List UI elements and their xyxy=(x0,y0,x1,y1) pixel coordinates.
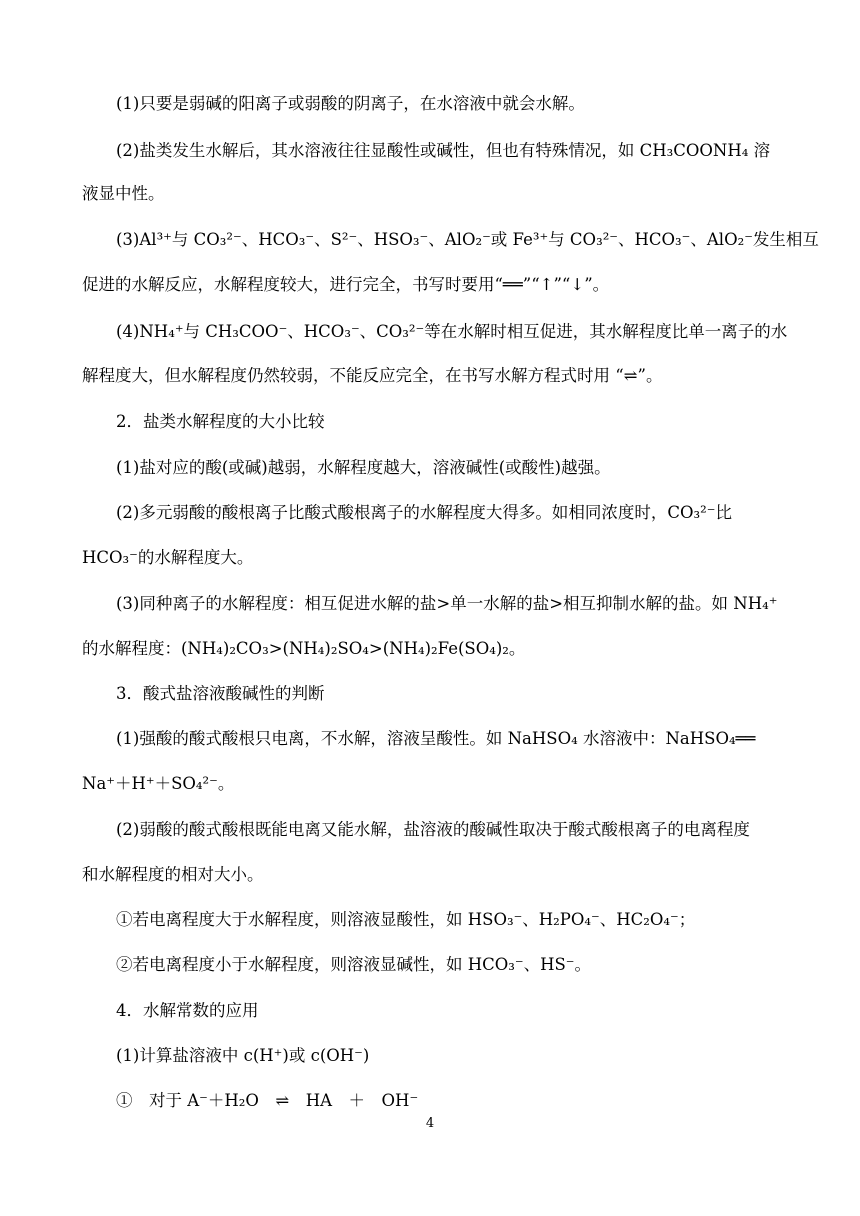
page-number: 4 xyxy=(425,1116,435,1131)
text-line: (1)盐对应的酸(或碱)越弱，水解程度越大，溶液碱性(或酸性)越强。 xyxy=(116,458,611,477)
text-line: 解程度大，但水解程度仍然较弱，不能反应完全，在书写水解方程式时用 “⇌”。 xyxy=(82,366,663,385)
text-line: 的水解程度：(NH₄)₂CO₃>(NH₄)₂SO₄>(NH₄)₂Fe(SO₄)₂。 xyxy=(82,639,526,658)
text-line: (1)只要是弱碱的阳离子或弱酸的阴离子，在水溶液中就会水解。 xyxy=(116,94,585,113)
text-line: (4)NH₄⁺与 CH₃COO⁻、HCO₃⁻、CO₃²⁻等在水解时相互促进，其水解程度比单一离子的水 xyxy=(116,322,788,341)
text-line: 和水解程度的相对大小。 xyxy=(82,865,264,884)
text-line: ① 对于 A⁻＋H₂O ⇌ HA ＋ OH⁻ xyxy=(116,1091,419,1110)
text-line: 促进的水解反应，水解程度较大，进行完全，书写时要用“══”“↑”“↓”。 xyxy=(82,275,610,294)
text-line: (1)计算盐溶液中 c(H⁺)或 c(OH⁻) xyxy=(116,1046,370,1065)
text-line: HCO₃⁻的水解程度大。 xyxy=(82,548,254,567)
section-heading: 2．盐类水解程度的大小比较 xyxy=(116,412,325,431)
text-line: ②若电离程度小于水解程度，则溶液显碱性，如 HCO₃⁻、HS⁻。 xyxy=(116,955,592,974)
text-line: ①若电离程度大于水解程度，则溶液显酸性，如 HSO₃⁻、H₂PO₄⁻、HC₂O₄⁻； xyxy=(116,910,696,929)
text-line: (2)盐类发生水解后，其水溶液往往显酸性或碱性，但也有特殊情况，如 CH₃COONH₄ 溶 xyxy=(116,141,771,160)
section-heading: 4．水解常数的应用 xyxy=(116,1001,259,1020)
text-line: (3)同种离子的水解程度：相互促进水解的盐>单一水解的盐>相互抑制水解的盐。如 NH₄⁺ xyxy=(116,594,778,613)
text-line: (2)弱酸的酸式酸根既能电离又能水解，盐溶液的酸碱性取决于酸式酸根离子的电离程度 xyxy=(116,820,750,839)
text-line: (3)Al³⁺与 CO₃²⁻、HCO₃⁻、S²⁻、HSO₃⁻、AlO₂⁻或 Fe³⁺与 CO₃²⁻、HCO₃⁻、AlO₂⁻发生相互 xyxy=(116,230,819,249)
text-line: 液显中性。 xyxy=(82,184,165,203)
text-line: (2)多元弱酸的酸根离子比酸式酸根离子的水解程度大得多。如相同浓度时，CO₃²⁻比 xyxy=(116,503,732,522)
text-line: (1)强酸的酸式酸根只电离，不水解，溶液呈酸性。如 NaHSO₄ 水溶液中：NaHSO₄══ xyxy=(116,729,756,748)
section-heading: 3．酸式盐溶液酸碱性的判断 xyxy=(116,684,325,703)
text-line: Na⁺＋H⁺＋SO₄²⁻。 xyxy=(82,774,235,793)
